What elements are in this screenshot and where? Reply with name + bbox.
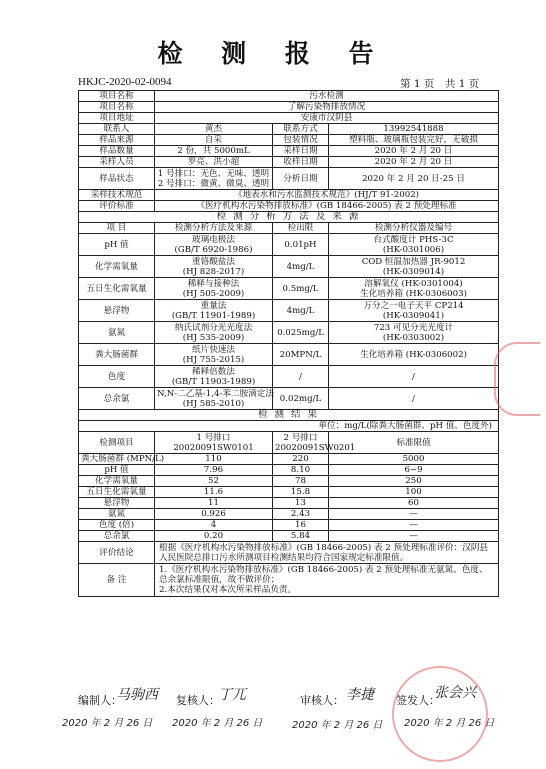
method-item: 五日生化需氧量 xyxy=(79,278,155,300)
value: 2020 年 2 月 20 日-25 日 xyxy=(329,168,499,190)
value: 塑料瓶、玻璃瓶包装完好，无破损 xyxy=(329,135,499,146)
result-item: 化学需氧量 xyxy=(79,476,155,487)
approver-signature: 李捷 xyxy=(346,687,374,703)
instrument-line-2: (HK-0301006) xyxy=(382,244,445,255)
page-info: 第 1 页 共 1 页 xyxy=(400,78,480,90)
result-row xyxy=(79,509,499,520)
result-row xyxy=(79,531,499,542)
method-source xyxy=(155,256,273,278)
result-outlet-1: 11.6 xyxy=(155,487,273,498)
value: 黄杰 xyxy=(155,124,273,135)
method-source xyxy=(155,278,273,300)
method-row xyxy=(79,234,499,256)
result-standard: 100 xyxy=(329,487,499,498)
method-standard: (GB/T 11903-1989) xyxy=(171,376,256,387)
detection-limit: 0.01pH xyxy=(273,234,329,256)
result-row xyxy=(79,498,499,509)
column-header xyxy=(155,432,273,454)
result-outlet-2: 2.43 xyxy=(273,509,329,520)
method-row xyxy=(79,388,499,410)
compiler-date: 2020 年 2 月 26 日 xyxy=(62,718,153,729)
method-source xyxy=(155,344,273,366)
column-header: 检测分析方法及来源 xyxy=(155,223,273,234)
result-item: 悬浮物 xyxy=(79,498,155,509)
issuer-signature: 张会兴 xyxy=(434,685,476,701)
instrument-line-1: 台式酸度计 PHS-3C xyxy=(373,234,454,245)
method-item: pH 值 xyxy=(79,234,155,256)
column-header: 检测项目 xyxy=(79,432,155,454)
result-row xyxy=(79,465,499,476)
result-standard: 60 xyxy=(329,498,499,509)
outlet-1-sample-id: 20020091SW0101 xyxy=(173,442,254,453)
report-table xyxy=(78,90,499,597)
instrument-line-2: 生化培养箱 (HK-0306003) xyxy=(360,288,467,299)
result-standard: 5000 xyxy=(329,454,499,465)
method-row xyxy=(79,366,499,388)
method-source xyxy=(155,234,273,256)
compiler-label: 编制人： xyxy=(78,694,122,707)
result-item: pH 值 xyxy=(79,465,155,476)
instrument xyxy=(329,344,499,366)
state-line-2: 2 号排口：微黄、微臭、透明 xyxy=(157,178,270,189)
method-item: 化学需氧量 xyxy=(79,256,155,278)
method-standard: (GB/T 6920-1986) xyxy=(174,244,253,255)
method-name: N,N-二乙基-1,4-苯二胺滴定法 xyxy=(157,388,274,399)
reviewer-date: 2020 年 2 月 26 日 xyxy=(172,718,263,729)
label: 采样日期 xyxy=(273,146,329,157)
method-name: 重量法 xyxy=(200,300,227,311)
methods-section-title: 检 测 分 析 方 法 及 来 源 xyxy=(79,212,499,223)
result-standard: 250 xyxy=(329,476,499,487)
result-outlet-1: 4 xyxy=(155,520,273,531)
label: 项目名称 xyxy=(79,102,155,113)
label: 项目名称 xyxy=(79,91,155,102)
method-source xyxy=(155,322,273,344)
report-title: 检 测 报 告 xyxy=(157,39,389,68)
method-name: 玻璃电极法 xyxy=(192,234,235,245)
detection-limit: 0.5mg/L xyxy=(273,278,329,300)
result-item: 色度 (倍) xyxy=(79,520,155,531)
instrument xyxy=(329,322,499,344)
company-stamp xyxy=(494,342,540,416)
label: 联系人 xyxy=(79,124,155,135)
instrument xyxy=(329,366,499,388)
method-item: 色度 xyxy=(79,366,155,388)
column-header: 检测分析仪器及编号 xyxy=(329,223,499,234)
units-note: 单位：mg/L(除粪大肠菌群、pH 值、色度外) xyxy=(79,421,499,432)
result-row xyxy=(79,476,499,487)
result-outlet-1: 7.96 xyxy=(155,465,273,476)
method-row xyxy=(79,300,499,322)
method-item: 总余氯 xyxy=(79,388,155,410)
instrument-line-1: 万分之一电子天平 CP214 xyxy=(363,300,464,311)
result-outlet-2: 5.84 xyxy=(273,531,329,542)
method-standard: (GB/T 11901-1989) xyxy=(171,310,256,321)
result-outlet-2: 13 xyxy=(273,498,329,509)
approver-date: 2020 年 2 月 26 日 xyxy=(292,720,383,731)
reviewer-label: 复核人： xyxy=(176,694,220,707)
method-standard: (HJ 535-2009) xyxy=(182,332,245,343)
detection-limit: 4mg/L xyxy=(273,256,329,278)
value: 2020 年 2 月 20 日 xyxy=(329,146,499,157)
result-standard: — xyxy=(329,509,499,520)
result-item: 总余氯 xyxy=(79,531,155,542)
remarks xyxy=(155,564,499,597)
value: 《医疗机构水污染物排放标准》(GB 18466-2005) 表 2 预处理标准 xyxy=(155,201,499,212)
method-standard: (HJ 755-2015) xyxy=(182,354,245,365)
value: 了解污染物排放情况 xyxy=(155,102,499,113)
report-number: HKJC-2020-02-0094 xyxy=(78,76,172,88)
conclusion-text: 根据《医疗机构水污染物排放标准》(GB 18466-2005) 表 2 预处理标准评价：汉阴县人民医院总排口污水所测项目检测结果均符合国家规定标准限值。 xyxy=(155,542,499,564)
instrument xyxy=(329,256,499,278)
label: 评价标准 xyxy=(79,201,155,212)
method-source xyxy=(155,366,273,388)
method-name: 稀释倍数法 xyxy=(192,366,235,377)
outlet-2-label: 2 号排口 xyxy=(283,432,318,443)
label: 样品来源 xyxy=(79,135,155,146)
method-row xyxy=(79,344,499,366)
column-header: 标准限值 xyxy=(329,432,499,454)
instrument-line-2: (HK-0309041) xyxy=(382,310,445,321)
detection-limit: / xyxy=(273,366,329,388)
label: 联系方式 xyxy=(273,124,329,135)
detection-limit: 20MPN/L xyxy=(273,344,329,366)
instrument xyxy=(329,278,499,300)
method-name: 重铬酸盐法 xyxy=(192,256,235,267)
instrument-line-1: COD 恒温加热器 JR-9012 xyxy=(361,256,466,267)
value: 安康市汉阴县 xyxy=(155,113,499,124)
label: 采样技术规范 xyxy=(79,190,155,201)
issuer-label: 签发人： xyxy=(396,694,440,707)
method-item: 粪大肠菌群 xyxy=(79,344,155,366)
method-row xyxy=(79,256,499,278)
result-standard: 6~9 xyxy=(329,465,499,476)
result-row xyxy=(79,454,499,465)
result-outlet-1: 0.926 xyxy=(155,509,273,520)
value: 2 份，共 5000mL xyxy=(155,146,273,157)
result-standard: — xyxy=(329,520,499,531)
method-standard: (HJ 505-2009) xyxy=(182,288,245,299)
instrument-line-1: 溶解氧仪 (HK-0301004) xyxy=(364,278,463,289)
method-name: 稀释与接种法 xyxy=(187,278,240,289)
outlet-2-sample-id: 20020091SW0201 xyxy=(275,442,356,453)
value: 13992541888 xyxy=(329,124,499,135)
result-item: 五日生化需氧量 xyxy=(79,487,155,498)
value xyxy=(155,168,273,190)
detection-limit: 4mg/L xyxy=(273,300,329,322)
instrument-line-1: / xyxy=(412,393,415,404)
instrument-line-1: 723 可见分光光度计 xyxy=(373,322,454,333)
result-standard: — xyxy=(329,531,499,542)
instrument-line-1: 生化培养箱 (HK-0306002) xyxy=(360,349,467,360)
instrument-line-2: (HK-0303002) xyxy=(382,332,445,343)
method-standard: (HJ 585-2010) xyxy=(182,398,245,409)
value: 自采 xyxy=(155,135,273,146)
issuer-date: 2020 年 2 月 26 日 xyxy=(404,718,495,729)
result-outlet-1: 11 xyxy=(155,498,273,509)
method-item: 悬浮物 xyxy=(79,300,155,322)
detection-limit: 0.025mg/L xyxy=(273,322,329,344)
method-standard: (HJ 828-2017) xyxy=(182,266,245,277)
remarks-label: 备 注 xyxy=(79,564,155,597)
instrument-line-2: (HK-0309014) xyxy=(382,266,445,277)
reviewer-signature: 丁兀 xyxy=(218,687,246,703)
result-outlet-2: 78 xyxy=(273,476,329,487)
method-row xyxy=(79,278,499,300)
results-section-title: 检 测 结 果 xyxy=(79,410,499,421)
method-row xyxy=(79,322,499,344)
result-item: 粪大肠菌群 (MPN/L) xyxy=(79,454,155,465)
instrument xyxy=(329,234,499,256)
value: 《地表水和污水监测技术规范》(HJ/T 91-2002) xyxy=(155,190,499,201)
column-header: 检出限 xyxy=(273,223,329,234)
label: 分析日期 xyxy=(273,168,329,190)
result-outlet-2: 16 xyxy=(273,520,329,531)
result-outlet-1: 0.20 xyxy=(155,531,273,542)
label: 项目地址 xyxy=(79,113,155,124)
method-source xyxy=(155,388,273,410)
result-outlet-2: 220 xyxy=(273,454,329,465)
column-header: 项 目 xyxy=(79,223,155,234)
value: 污水检测 xyxy=(155,91,499,102)
method-item: 氨氮 xyxy=(79,322,155,344)
value: 罗亮、洪小超 xyxy=(155,157,273,168)
remark-2: 2.本次结果仅对本次所采样品负责。 xyxy=(159,585,297,595)
label: 样品数量 xyxy=(79,146,155,157)
instrument xyxy=(329,388,499,410)
label: 采样人员 xyxy=(79,157,155,168)
result-row xyxy=(79,487,499,498)
conclusion-label: 评价结论 xyxy=(79,542,155,564)
compiler-signature: 马驹西 xyxy=(116,687,158,703)
instrument xyxy=(329,300,499,322)
state-line-1: 1 号排口：无色、无味、透明 xyxy=(157,168,270,179)
remark-1: 1.《医疗机构水污染物排放标准》(GB 18466-2005) 表 2 预处理标准无氨氮、色度、总余氯标准限值，故不做评价； xyxy=(159,565,488,585)
column-header xyxy=(273,432,356,454)
method-source xyxy=(155,300,273,322)
instrument-line-1: / xyxy=(412,371,415,382)
method-name: 纳氏试剂分光光度法 xyxy=(174,322,253,333)
inspection-stamp xyxy=(392,666,488,762)
approver-label: 审核人： xyxy=(300,694,344,707)
label: 包装情况 xyxy=(273,135,329,146)
result-outlet-2: 15.8 xyxy=(273,487,329,498)
result-outlet-1: 110 xyxy=(155,454,273,465)
result-row xyxy=(79,520,499,531)
detection-limit: 0.02mg/L xyxy=(273,388,329,410)
result-outlet-1: 52 xyxy=(155,476,273,487)
result-outlet-2: 8.10 xyxy=(273,465,329,476)
label: 样品状态 xyxy=(79,168,155,190)
outlet-1-label: 1 号排口 xyxy=(196,432,231,443)
value: 2020 年 2 月 20 日 xyxy=(329,157,499,168)
result-item: 氨氮 xyxy=(79,509,155,520)
label: 收样日期 xyxy=(273,157,329,168)
method-name: 纸片快速法 xyxy=(192,344,235,355)
